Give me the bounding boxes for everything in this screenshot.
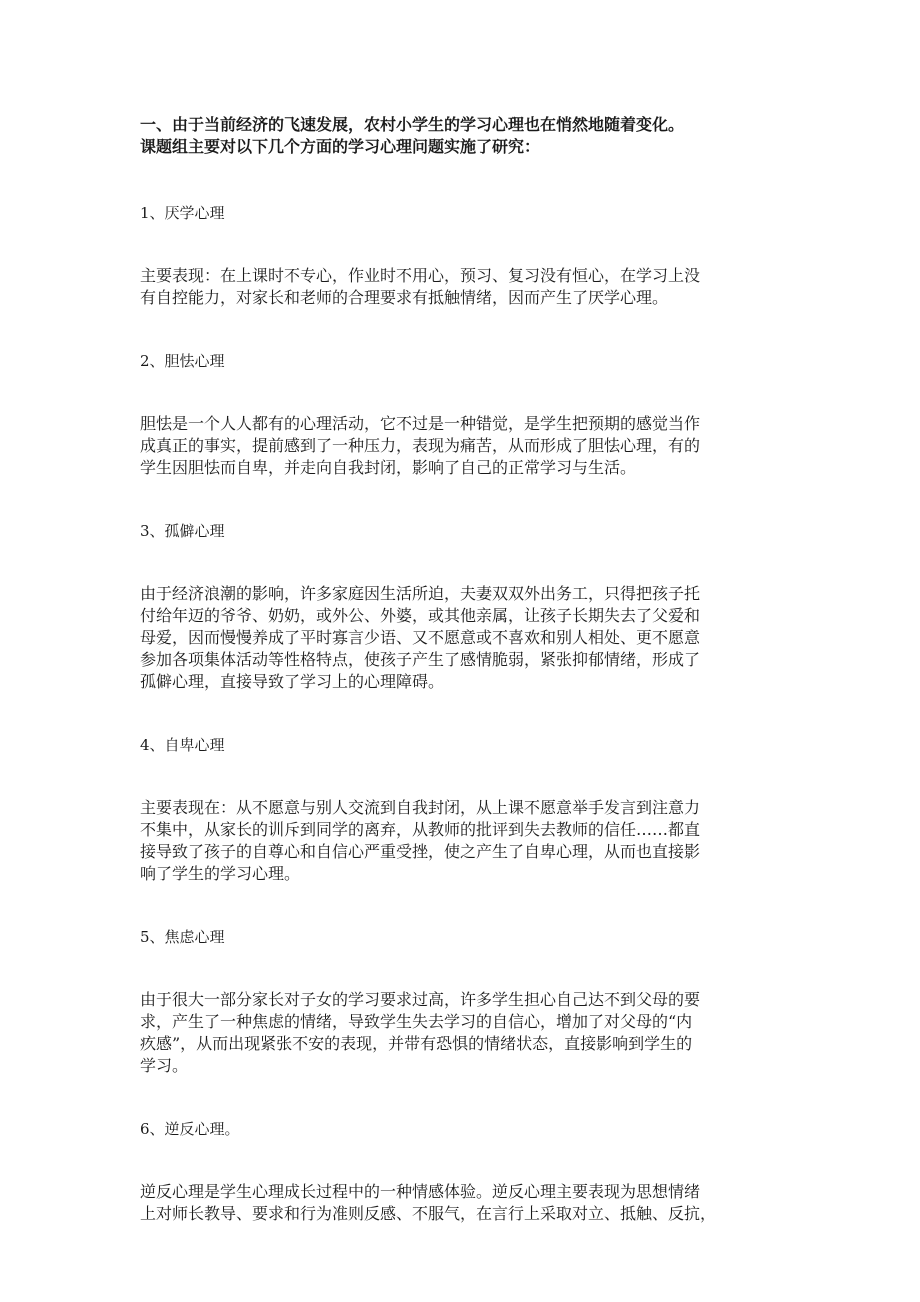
section-title-2: 2、胆怯心理: [140, 352, 225, 370]
intro-heading: [140, 114, 802, 158]
body-line: 参加各项集体活动等性格特点，使孩子产生了感情脆弱，紧张抑郁情绪，形成了: [140, 650, 701, 669]
body-line: 不集中，从家长的训斥到同学的离弃，从教师的批评到失去教师的信任……都直: [140, 820, 701, 839]
body-line: 主要表现在：从不愿意与别人交流到自我封闭，从上课不愿意举手发言到注意力: [140, 798, 701, 817]
body-line: 由于经济浪潮的影响，许多家庭因生活所迫，夫妻双双外出务工，只得把孩子托: [140, 584, 701, 603]
section-title-1: 1、厌学心理: [140, 204, 225, 222]
body-line: 成真正的事实，提前感到了一种压力，表现为痛苦，从而形成了胆怯心理，有的: [140, 436, 701, 455]
body-line: 孤僻心理，直接导致了学习上的心理障碍。: [140, 672, 445, 691]
section-body-3: [140, 583, 802, 693]
section-title-6: 6、逆反心理。: [140, 1120, 240, 1138]
body-line: 母爱，因而慢慢养成了平时寡言少语、又不愿意或不喜欢和别人相处、更不愿意: [140, 628, 701, 647]
body-line: 由于很大一部分家长对子女的学习要求过高，许多学生担心自己达不到父母的要: [140, 990, 701, 1009]
body-line: 胆怯是一个人人都有的心理活动，它不过是一种错觉，是学生把预期的感觉当作: [140, 414, 701, 433]
body-line: 求，产生了一种焦虑的情绪，导致学生失去学习的自信心，增加了对父母的“内: [140, 1012, 693, 1031]
body-line: 疚感”，从而出现紧张不安的表现，并带有恐惧的情绪状态，直接影响到学生的: [140, 1034, 693, 1053]
body-line: 逆反心理是学生心理成长过程中的一种情感体验。逆反心理主要表现为思想情绪: [140, 1182, 701, 1201]
section-body-4: [140, 797, 802, 885]
body-line: 学习。: [140, 1056, 189, 1075]
section-body-2: [140, 413, 802, 479]
heading-line: 一、由于当前经济的飞速发展，农村小学生的学习心理也在悄然地随着变化。: [140, 115, 685, 134]
section-body-6: [140, 1181, 802, 1225]
document-page: [140, 114, 802, 1225]
section-title-3: 3、孤僻心理: [140, 522, 225, 540]
body-line: 响了学生的学习心理。: [140, 864, 301, 883]
body-line: 有自控能力，对家长和老师的合理要求有抵触情绪，因而产生了厌学心理。: [140, 288, 669, 307]
body-line: 主要表现：在上课时不专心，作业时不用心，预习、复习没有恒心，在学习上没: [140, 266, 701, 285]
section-body-5: [140, 989, 802, 1077]
section-title-4: 4、自卑心理: [140, 736, 225, 754]
body-line: 付给年迈的爷爷、奶奶，或外公、外婆，或其他亲属，让孩子长期失去了父爱和: [140, 606, 701, 625]
section-title-5: 5、焦虑心理: [140, 928, 225, 946]
body-line: 学生因胆怯而自卑，并走向自我封闭，影响了自己的正常学习与生活。: [140, 458, 637, 477]
heading-line: 课题组主要对以下几个方面的学习心理问题实施了研究：: [140, 137, 541, 156]
section-body-1: [140, 265, 802, 309]
body-line: 接导致了孩子的自尊心和自信心严重受挫，使之产生了自卑心理，从而也直接影: [140, 842, 701, 861]
body-line: 上对师长教导、要求和行为准则反感、不服气，在言行上采取对立、抵触、反抗，: [140, 1204, 717, 1223]
